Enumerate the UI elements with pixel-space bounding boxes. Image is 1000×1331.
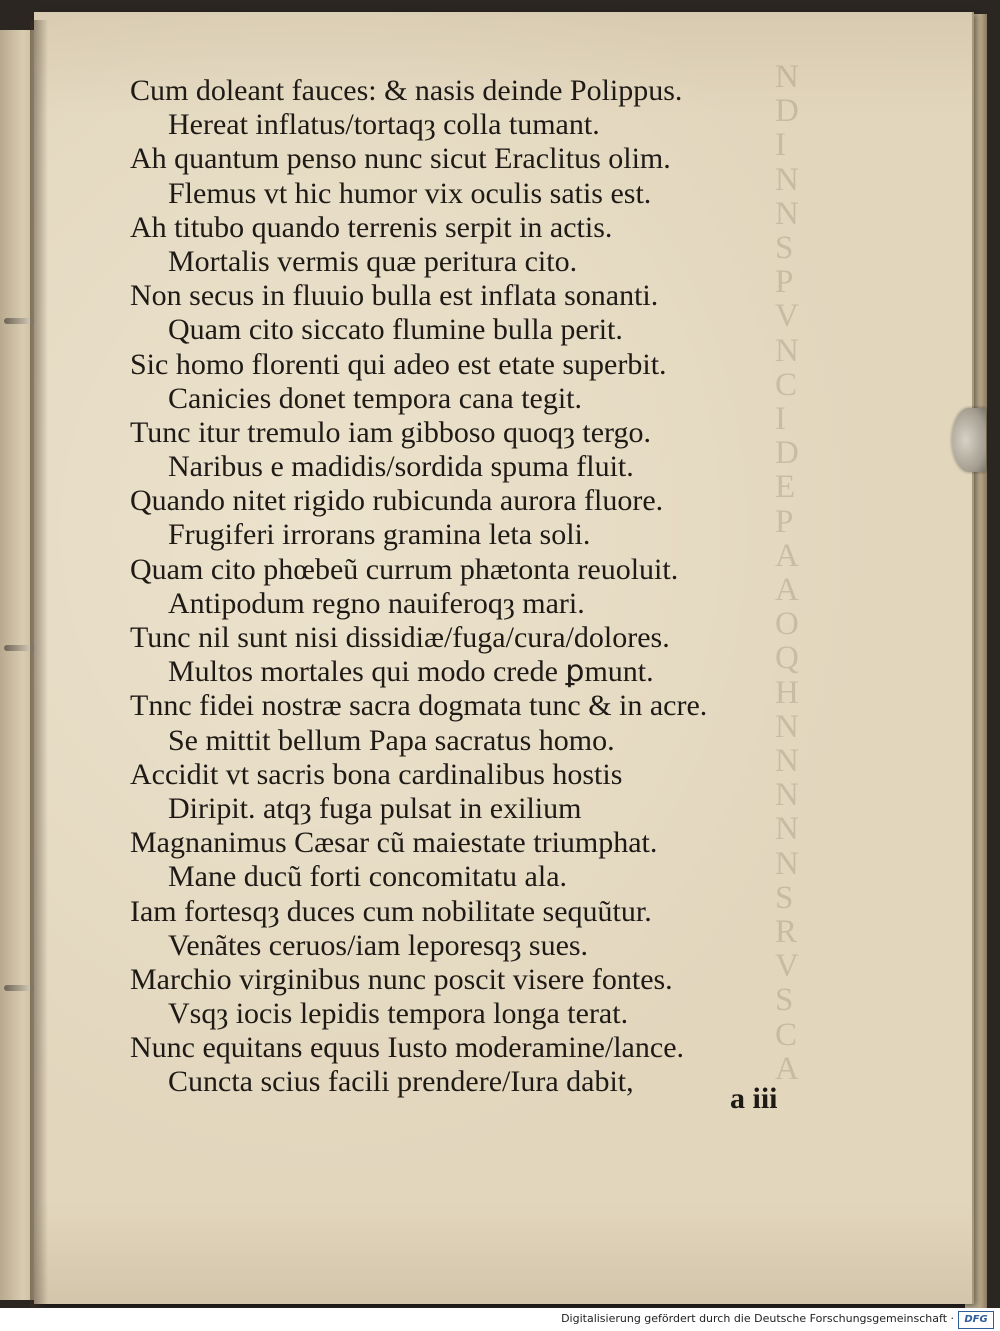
- verse-line: Canicies donet tempora cana tegit.: [168, 381, 583, 415]
- verse-line: Ah titubo quando terrenis serpit in actis.: [130, 210, 613, 244]
- verse-line: Mortalis vermis quæ peritura cito.: [168, 244, 578, 278]
- dfg-logo-icon: DFG: [958, 1311, 994, 1329]
- verse-line: Multos mortales qui modo crede ꝑmunt.: [168, 655, 654, 689]
- verse-line: Marchio virginibus nunc poscit visere fontes.: [130, 962, 673, 996]
- verse-line: Tnnc fidei nostræ sacra dogmata tunc & in acre.: [130, 689, 708, 723]
- verse-line: Hereat inflatus/tortaqȝ colla tumant.: [168, 108, 600, 142]
- verse-line: Cum doleant fauces: & nasis deinde Polippus.: [130, 74, 683, 107]
- verse-line: Quam cito phœbeũ currum phætonta reuoluit.: [130, 552, 679, 586]
- verse-line: Quando nitet rigido rubicunda aurora fluore.: [130, 484, 664, 518]
- page-clasp: [952, 408, 986, 472]
- funding-credit: Digitalisierung gefördert durch die Deutsche Forschungsgemeinschaft ·: [561, 1312, 954, 1325]
- verse-line: Frugiferi irrorans gramina leta soli.: [168, 518, 591, 552]
- verse-line: Non secus in fluuio bulla est inflata sonanti.: [130, 279, 659, 313]
- verse-text: [130, 74, 770, 1100]
- verse-line: Tunc nil sunt nisi dissidiæ/fuga/cura/dolores.: [130, 621, 670, 654]
- gutter-shadow: [30, 20, 48, 1310]
- verse-line: Sic homo florenti qui adeo est etate superbit.: [130, 347, 667, 381]
- verse-line: Accidit vt sacris bona cardinalibus hostis: [130, 757, 623, 791]
- page-signature: a iii: [730, 1082, 778, 1115]
- verse-line: Vsqȝ iocis lepidis tempora longa terat.: [168, 997, 629, 1031]
- verse-line: Flemus vt hic humor vix oculis satis est.: [168, 176, 652, 210]
- verse-line: Antipodum regno nauiferoqȝ mari.: [168, 586, 585, 620]
- footer-bar: [0, 1308, 1000, 1331]
- verse-line: Magnanimus Cæsar cũ maiestate triumphat.: [130, 826, 658, 860]
- verse-line: Tunc itur tremulo iam gibboso quoqȝ tergo.: [130, 415, 652, 449]
- verse-line: Mane ducũ forti concomitatu ala.: [168, 860, 568, 894]
- verse-line: Iam fortesqȝ duces cum nobilitate sequũtur.: [130, 894, 652, 928]
- verse-line: Nunc equitans equus Iusto moderamine/lance.: [130, 1031, 685, 1065]
- verse-line: Venãtes ceruos/iam leporesqȝ sues.: [168, 928, 589, 962]
- verse-line: Naribus e madidis/sordida spuma fluit.: [168, 450, 634, 484]
- verse-line: Cuncta scius facili prendere/Iura dabit,: [168, 1065, 634, 1099]
- verse-line: Se mittit bellum Papa sacratus homo.: [168, 723, 615, 757]
- verse-line: Quam cito siccato flumine bulla perit.: [168, 313, 623, 347]
- verse-line: Ah quantum penso nunc sicut Eraclitus olim.: [130, 142, 671, 176]
- verse-line: Diripit. atqȝ fuga pulsat in exilium: [168, 791, 582, 825]
